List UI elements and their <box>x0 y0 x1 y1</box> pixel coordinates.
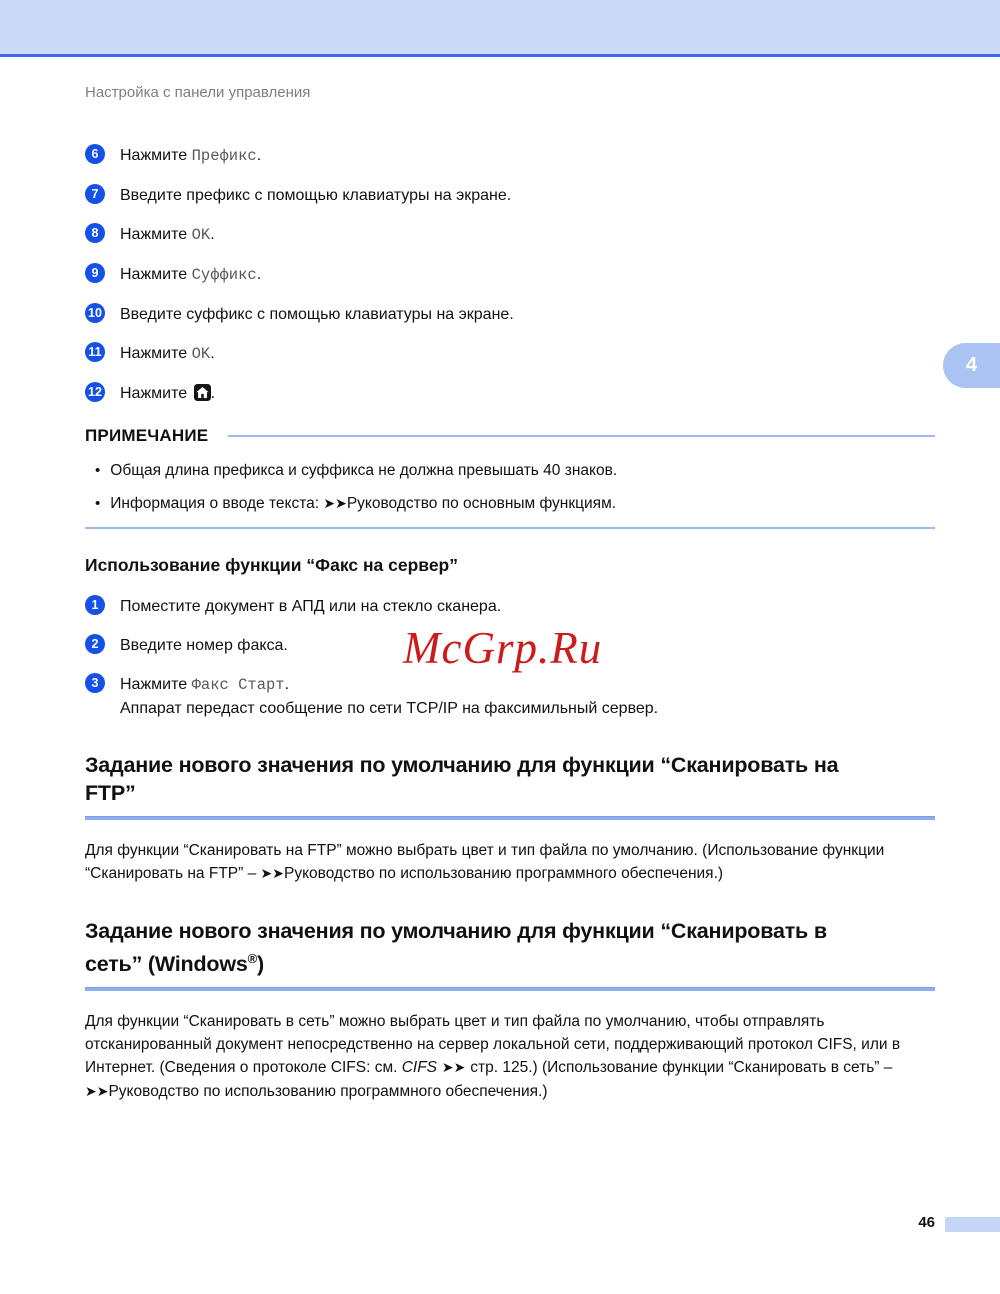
step-number-badge: 2 <box>85 634 105 654</box>
note-header-rule <box>228 435 935 437</box>
step-text-pre: Нажмите <box>120 226 192 243</box>
step-number-badge: 7 <box>85 184 105 204</box>
bullet-text <box>110 493 616 515</box>
scan-to-network-title <box>85 917 935 978</box>
step-code: OK <box>191 226 211 244</box>
step-detail: Аппарат передаст сообщение по сети TCP/IP на факсимильный сервер. <box>120 700 659 717</box>
paragraph-text: Для функции “Сканировать в сеть” можно выбрать цвет и тип файла по умолчанию, чтобы отправлять отсканированный документ непосредственно на сервер локальной сети, поддерживающий протокол CIFS, или в Интернет. (Сведения о протоколе CIFS: см. <box>85 1013 901 1077</box>
bullet-text-ref: Руководство по основным функциям. <box>346 495 617 512</box>
step-9 <box>85 263 935 286</box>
scan-to-ftp-paragraph <box>85 839 935 886</box>
step-text-post: . <box>210 385 216 402</box>
step-10 <box>85 303 935 325</box>
paragraph-ref: Руководство по использованию программного обеспечения.) <box>284 865 724 882</box>
step-number-badge: 8 <box>85 223 105 243</box>
home-icon <box>192 385 211 402</box>
bullet-dot: • <box>95 495 101 512</box>
step-text-pre: Нажмите <box>120 345 192 362</box>
double-arrow-icon: ➤➤ <box>260 866 285 882</box>
paragraph-text: Для функции “Сканировать на FTP” можно выбрать цвет и тип файла по умолчанию. (Использование функции “Сканировать на FTP” – <box>85 842 885 882</box>
double-arrow-icon: ➤➤ <box>323 496 347 512</box>
paragraph-text-2: стр. 125.) (Использование функции “Сканировать в сеть” – <box>470 1059 893 1077</box>
step-12 <box>85 382 935 404</box>
note-bullet-1 <box>85 460 935 481</box>
step-code: OK <box>191 345 211 363</box>
note-header <box>85 426 935 446</box>
step-code: Факс Старт <box>191 676 285 694</box>
note-title: ПРИМЕЧАНИЕ <box>85 426 209 445</box>
heading-rule <box>85 816 935 820</box>
step-text-post: . <box>256 147 262 164</box>
title-line-2-text: сеть” (Windows <box>85 952 248 977</box>
step-code: Префикс <box>191 147 257 165</box>
step-number-badge: 9 <box>85 263 105 283</box>
bullet-dot: • <box>95 462 101 479</box>
page-content <box>0 84 1000 1104</box>
title-line-2 <box>85 945 935 978</box>
mcgrp-watermark: McGrp.Ru <box>403 623 603 673</box>
footer-blue-block <box>945 1217 1000 1232</box>
step-code: Суффикс <box>191 266 257 284</box>
note-section <box>85 426 935 529</box>
scan-to-network-paragraph <box>85 1010 935 1104</box>
bullet-text: Общая длина префикса и суффикса не должна превышать 40 знаков. <box>110 462 618 479</box>
heading-rule <box>85 987 935 991</box>
step-number-badge: 3 <box>85 673 105 693</box>
step-text <box>120 144 261 167</box>
double-arrow-icon: ➤➤ <box>437 1060 471 1077</box>
step-text-pre: Нажмите <box>120 676 192 693</box>
step-text-line <box>120 674 658 696</box>
title-line-1: Задание нового значения по умолчанию для функции “Сканировать в <box>85 919 827 943</box>
step-text <box>120 673 658 720</box>
scan-to-ftp-title <box>85 751 935 807</box>
scan-to-network-section <box>85 917 935 1104</box>
bullet-text-pre: Информация о вводе текста: <box>110 495 324 512</box>
step-number-badge: 10 <box>85 303 105 323</box>
title-line-2: FTP” <box>85 781 136 805</box>
step-text <box>120 382 215 404</box>
step-8 <box>85 223 935 246</box>
step-text: Введите суффикс с помощью клавиатуры на экране. <box>120 306 514 323</box>
step-text <box>120 342 215 365</box>
note-bottom-rule <box>85 527 935 529</box>
registered-trademark-symbol: ® <box>247 951 258 966</box>
step-text-pre: Нажмите <box>120 266 192 283</box>
step-text-post: . <box>210 345 215 362</box>
step-text-pre: Нажмите <box>120 147 192 164</box>
chapter-tab-4: 4 <box>943 343 1000 388</box>
title-line-1: Задание нового значения по умолчанию для функции “Сканировать на <box>85 753 839 777</box>
fax-section-title: Использование функции “Факс на сервер” <box>85 555 458 575</box>
step-text-pre: Нажмите <box>120 385 192 402</box>
top-banner <box>0 0 1000 57</box>
step-text: Поместите документ в АПД или на стекло сканера. <box>120 598 502 615</box>
double-arrow-icon: ➤➤ <box>85 1084 109 1101</box>
step-text-post: . <box>284 676 290 693</box>
step-text-post: . <box>210 226 215 243</box>
page-number: 46 <box>918 1214 935 1231</box>
step-number-badge: 11 <box>85 342 105 362</box>
running-header: Настройка с панели управления <box>85 84 311 101</box>
note-bullets <box>85 460 935 515</box>
cifs-italic-reference: CIFS <box>401 1059 438 1077</box>
scan-to-ftp-section <box>85 751 935 886</box>
step-text <box>120 263 261 286</box>
step-6 <box>85 144 935 167</box>
prefix-steps-list <box>85 144 935 404</box>
paragraph-ref: Руководство по использованию программного обеспечения.) <box>108 1083 548 1101</box>
title-line-2-close: ) <box>257 952 264 977</box>
step-text: Введите префикс с помощью клавиатуры на экране. <box>120 187 512 204</box>
fax-step-1 <box>85 595 935 617</box>
note-bullet-2 <box>85 493 935 515</box>
step-text: Введите номер факса. <box>120 637 288 654</box>
step-11 <box>85 342 935 365</box>
step-text-post: . <box>256 266 262 283</box>
step-text <box>120 223 215 246</box>
step-number-badge: 6 <box>85 144 105 164</box>
fax-step-3 <box>85 673 935 720</box>
step-number-badge: 12 <box>85 382 105 402</box>
step-7 <box>85 184 935 206</box>
step-number-badge: 1 <box>85 595 105 615</box>
